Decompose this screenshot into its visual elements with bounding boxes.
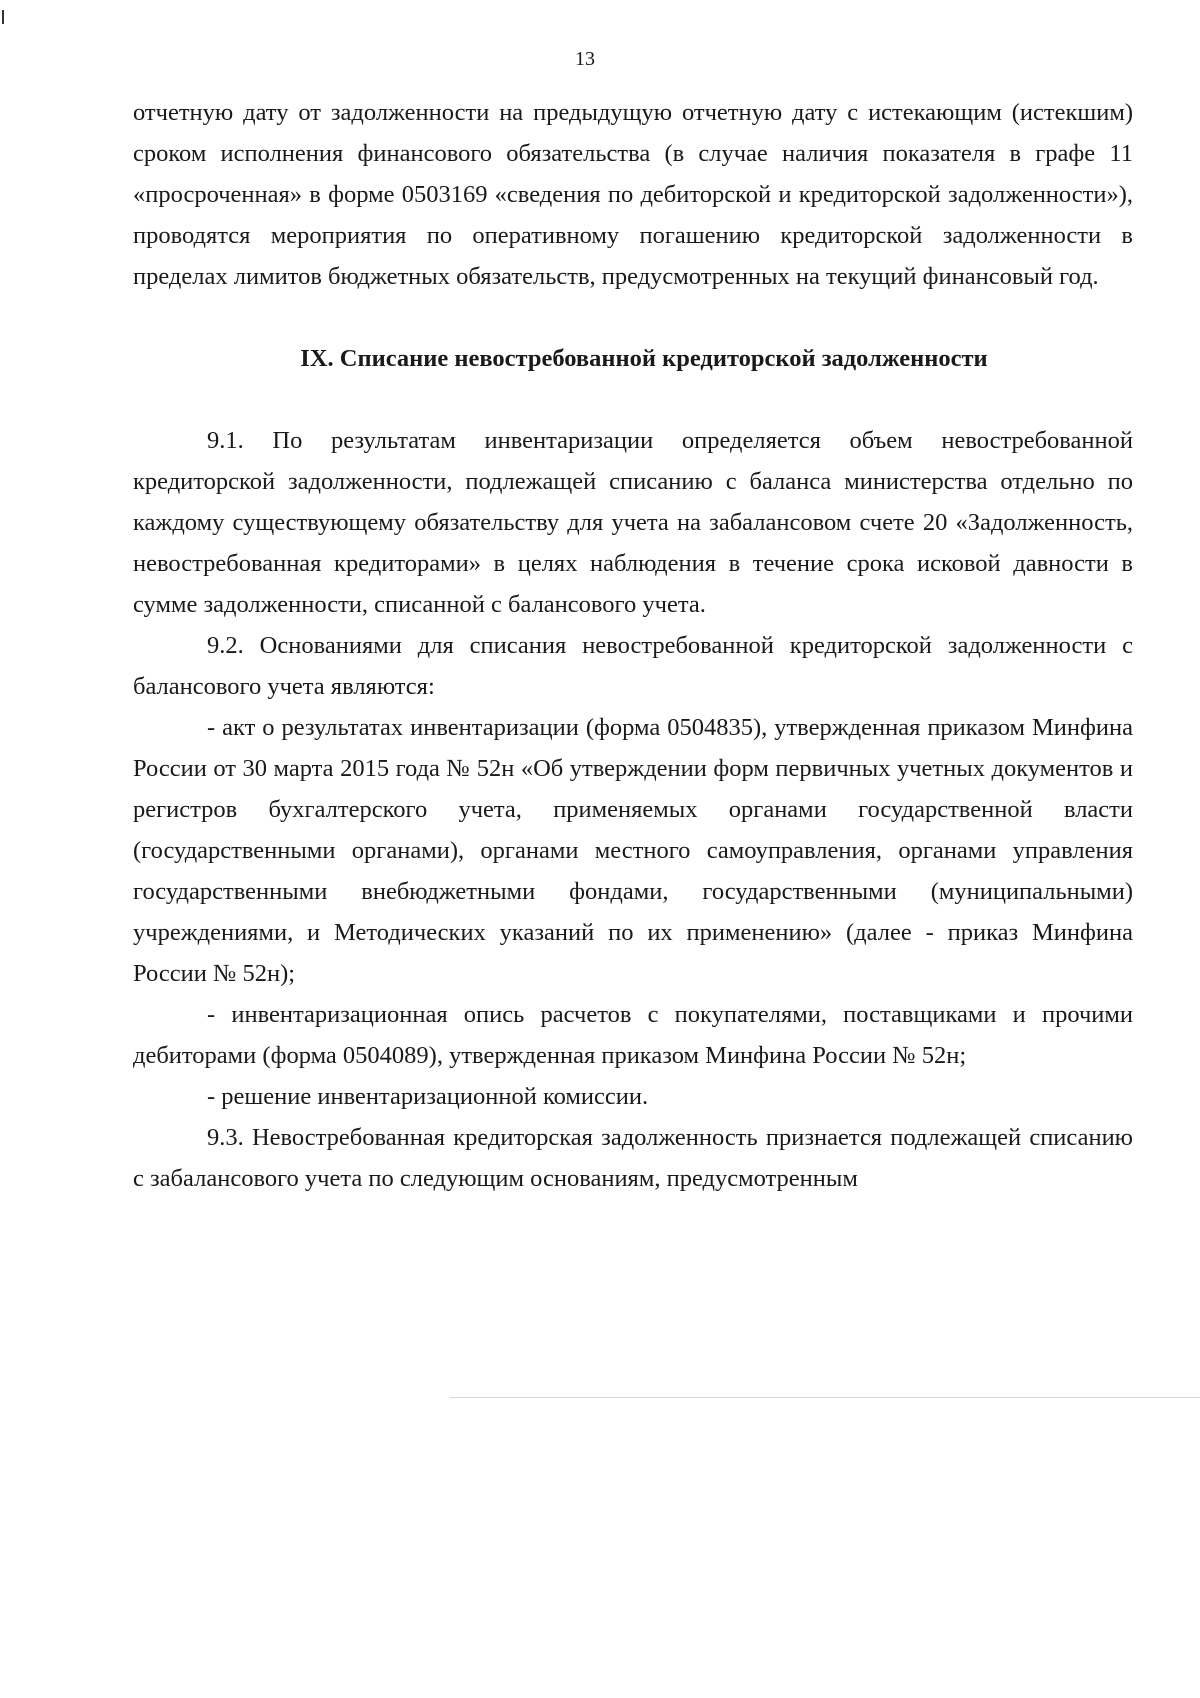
continuation-paragraph: отчетную дату от задолженности на предыдущую отчетную дату с истекающим (истекшим) сроком исполнения финансового обязательства (в случае наличия показателя в графе 11 «просроченная» в форме 0503169 «сведения по дебиторской и кредиторской задолженности»), проводятся мероприятия по оперативному погашению кредиторской задолженности в пределах лимитов бюджетных обязательств, предусмотренных на текущий финансовый год. xyxy=(133,99,1133,290)
paragraph-9-3: 9.3. Невостребованная кредиторская задолженность признается подлежащей списанию с забалансового учета по следующим основаниям, предусмотренным xyxy=(133,1124,1133,1192)
scan-corner-mark xyxy=(2,10,4,24)
bullet-item-act: - акт о результатах инвентаризации (форма 0504835), утвержденная приказом Минфина России от 30 марта 2015 года № 52н «Об утверждении форм первичных учетных документов и регистров бухгалтерского учета, применяемых органами государственной власти (государственными органами), органами местного самоуправления, органами управления государственными внебюджетными фондами, государственными (муниципальными) учреждениями, и Методических указаний по их применению» (далее - приказ Минфина России № 52н); xyxy=(133,714,1133,987)
bullet-item-commission-decision: - решение инвентаризационной комиссии. xyxy=(207,1083,649,1110)
page-number: 13 xyxy=(575,48,595,70)
document-body xyxy=(133,92,1133,1199)
bullet-item-inventory-list: - инвентаризационная опись расчетов с покупателями, поставщиками и прочими дебиторами (форма 0504089), утвержденная приказом Минфина России № 52н; xyxy=(133,1001,1133,1069)
paragraph-9-2: 9.2. Основаниями для списания невостребованной кредиторской задолженности с балансового учета являются: xyxy=(133,632,1133,700)
section-heading: IX. Списание невостребованной кредиторской задолженности xyxy=(300,345,988,372)
paragraph-9-1: 9.1. По результатам инвентаризации определяется объем невостребованной кредиторской задолженности, подлежащей списанию с баланса министерства отдельно по каждому существующему обязательству для учета на забалансовом счете 20 «Задолженность, невостребованная кредиторами» в целях наблюдения в течение срока исковой давности в сумме задолженности, списанной с балансового учета. xyxy=(133,427,1133,618)
scan-edge-line xyxy=(450,1397,1200,1398)
